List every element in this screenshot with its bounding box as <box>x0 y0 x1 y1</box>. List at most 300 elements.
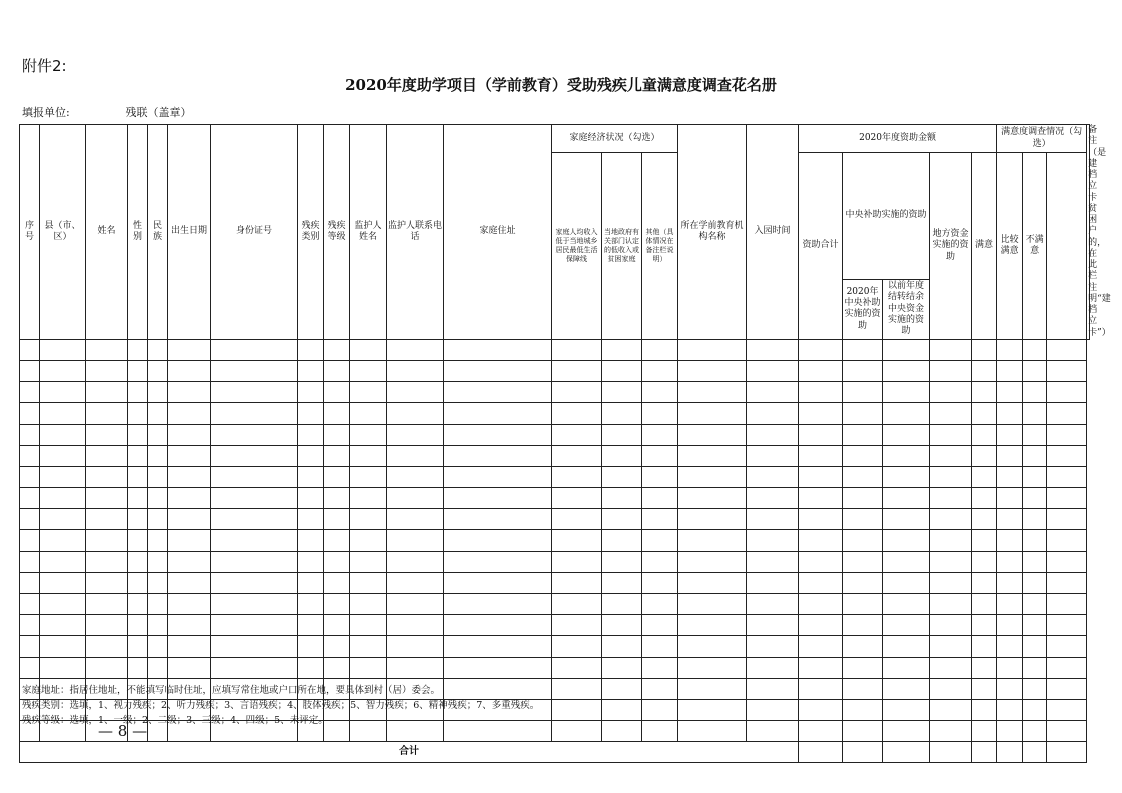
table-cell[interactable] <box>40 424 86 445</box>
table-cell[interactable] <box>642 466 678 487</box>
table-cell[interactable] <box>883 551 930 572</box>
total-cell[interactable] <box>799 742 843 763</box>
table-cell[interactable] <box>298 509 324 530</box>
table-cell[interactable] <box>168 594 211 615</box>
table-cell[interactable] <box>747 488 799 509</box>
table-cell[interactable] <box>20 424 40 445</box>
table-cell[interactable] <box>997 382 1023 403</box>
table-cell[interactable] <box>211 339 298 360</box>
table-cell[interactable] <box>298 445 324 466</box>
table-cell[interactable] <box>128 382 148 403</box>
table-cell[interactable] <box>883 509 930 530</box>
table-cell[interactable] <box>972 572 997 593</box>
table-cell[interactable] <box>843 382 883 403</box>
table-cell[interactable] <box>642 678 678 699</box>
table-cell[interactable] <box>211 445 298 466</box>
table-cell[interactable] <box>747 636 799 657</box>
table-cell[interactable] <box>387 445 444 466</box>
table-cell[interactable] <box>602 615 642 636</box>
table-cell[interactable] <box>747 699 799 720</box>
table-cell[interactable] <box>148 488 168 509</box>
table-cell[interactable] <box>552 466 602 487</box>
table-cell[interactable] <box>148 594 168 615</box>
table-cell[interactable] <box>298 424 324 445</box>
table-cell[interactable] <box>552 572 602 593</box>
table-cell[interactable] <box>86 509 128 530</box>
table-cell[interactable] <box>930 699 972 720</box>
table-cell[interactable] <box>678 636 747 657</box>
table-cell[interactable] <box>168 360 211 381</box>
table-cell[interactable] <box>128 509 148 530</box>
table-cell[interactable] <box>552 530 602 551</box>
table-cell[interactable] <box>86 551 128 572</box>
table-cell[interactable] <box>324 594 350 615</box>
table-cell[interactable] <box>997 699 1023 720</box>
table-cell[interactable] <box>211 594 298 615</box>
table-cell[interactable] <box>1023 721 1047 742</box>
table-cell[interactable] <box>128 594 148 615</box>
table-cell[interactable] <box>1047 636 1087 657</box>
table-cell[interactable] <box>552 615 602 636</box>
table-cell[interactable] <box>444 572 552 593</box>
table-cell[interactable] <box>843 594 883 615</box>
table-cell[interactable] <box>747 615 799 636</box>
table-cell[interactable] <box>552 424 602 445</box>
table-cell[interactable] <box>642 424 678 445</box>
table-cell[interactable] <box>350 509 387 530</box>
table-cell[interactable] <box>86 615 128 636</box>
table-cell[interactable] <box>883 530 930 551</box>
table-cell[interactable] <box>324 551 350 572</box>
table-cell[interactable] <box>747 424 799 445</box>
table-cell[interactable] <box>148 551 168 572</box>
table-cell[interactable] <box>168 424 211 445</box>
table-cell[interactable] <box>444 403 552 424</box>
table-cell[interactable] <box>678 572 747 593</box>
table-cell[interactable] <box>972 360 997 381</box>
table-cell[interactable] <box>678 551 747 572</box>
table-cell[interactable] <box>930 488 972 509</box>
table-cell[interactable] <box>444 657 552 678</box>
table-cell[interactable] <box>678 657 747 678</box>
table-cell[interactable] <box>298 339 324 360</box>
table-cell[interactable] <box>40 509 86 530</box>
table-cell[interactable] <box>602 721 642 742</box>
table-cell[interactable] <box>997 657 1023 678</box>
table-cell[interactable] <box>972 678 997 699</box>
table-cell[interactable] <box>678 530 747 551</box>
table-cell[interactable] <box>843 488 883 509</box>
table-cell[interactable] <box>128 360 148 381</box>
table-cell[interactable] <box>843 445 883 466</box>
table-cell[interactable] <box>799 721 843 742</box>
table-cell[interactable] <box>642 615 678 636</box>
table-cell[interactable] <box>747 403 799 424</box>
table-cell[interactable] <box>387 488 444 509</box>
table-cell[interactable] <box>883 360 930 381</box>
table-cell[interactable] <box>972 339 997 360</box>
table-cell[interactable] <box>930 594 972 615</box>
table-cell[interactable] <box>843 403 883 424</box>
table-cell[interactable] <box>602 360 642 381</box>
table-cell[interactable] <box>324 424 350 445</box>
table-cell[interactable] <box>799 594 843 615</box>
table-cell[interactable] <box>1047 721 1087 742</box>
table-cell[interactable] <box>930 509 972 530</box>
table-cell[interactable] <box>40 594 86 615</box>
table-cell[interactable] <box>20 636 40 657</box>
table-cell[interactable] <box>324 360 350 381</box>
table-cell[interactable] <box>86 530 128 551</box>
table-cell[interactable] <box>843 721 883 742</box>
table-cell[interactable] <box>350 424 387 445</box>
table-cell[interactable] <box>298 657 324 678</box>
table-cell[interactable] <box>552 509 602 530</box>
table-cell[interactable] <box>642 699 678 720</box>
table-cell[interactable] <box>40 615 86 636</box>
table-cell[interactable] <box>387 466 444 487</box>
table-cell[interactable] <box>843 657 883 678</box>
table-cell[interactable] <box>211 424 298 445</box>
table-cell[interactable] <box>1023 509 1047 530</box>
table-cell[interactable] <box>168 339 211 360</box>
table-cell[interactable] <box>602 509 642 530</box>
table-cell[interactable] <box>148 403 168 424</box>
table-cell[interactable] <box>843 615 883 636</box>
table-cell[interactable] <box>883 615 930 636</box>
table-cell[interactable] <box>972 424 997 445</box>
table-cell[interactable] <box>444 424 552 445</box>
table-cell[interactable] <box>642 530 678 551</box>
table-cell[interactable] <box>128 615 148 636</box>
table-cell[interactable] <box>997 424 1023 445</box>
table-cell[interactable] <box>883 403 930 424</box>
table-cell[interactable] <box>444 382 552 403</box>
table-cell[interactable] <box>350 466 387 487</box>
table-cell[interactable] <box>642 382 678 403</box>
table-cell[interactable] <box>843 509 883 530</box>
total-cell[interactable] <box>972 742 997 763</box>
table-cell[interactable] <box>1047 509 1087 530</box>
table-cell[interactable] <box>642 445 678 466</box>
table-cell[interactable] <box>387 382 444 403</box>
table-cell[interactable] <box>602 339 642 360</box>
table-cell[interactable] <box>930 657 972 678</box>
table-cell[interactable] <box>1047 572 1087 593</box>
table-cell[interactable] <box>387 636 444 657</box>
table-cell[interactable] <box>40 466 86 487</box>
table-cell[interactable] <box>148 382 168 403</box>
table-cell[interactable] <box>40 488 86 509</box>
table-cell[interactable] <box>997 530 1023 551</box>
table-cell[interactable] <box>148 530 168 551</box>
table-cell[interactable] <box>930 403 972 424</box>
table-cell[interactable] <box>972 636 997 657</box>
table-cell[interactable] <box>1023 403 1047 424</box>
table-cell[interactable] <box>972 382 997 403</box>
table-cell[interactable] <box>20 360 40 381</box>
table-cell[interactable] <box>1023 466 1047 487</box>
table-cell[interactable] <box>602 403 642 424</box>
table-cell[interactable] <box>387 360 444 381</box>
table-cell[interactable] <box>128 572 148 593</box>
table-cell[interactable] <box>1047 530 1087 551</box>
table-cell[interactable] <box>444 615 552 636</box>
table-cell[interactable] <box>128 403 148 424</box>
table-cell[interactable] <box>168 466 211 487</box>
table-cell[interactable] <box>678 615 747 636</box>
table-cell[interactable] <box>20 339 40 360</box>
table-cell[interactable] <box>1023 424 1047 445</box>
table-cell[interactable] <box>211 572 298 593</box>
table-cell[interactable] <box>799 488 843 509</box>
total-cell[interactable] <box>997 742 1023 763</box>
table-cell[interactable] <box>799 572 843 593</box>
table-cell[interactable] <box>1023 530 1047 551</box>
table-cell[interactable] <box>40 403 86 424</box>
table-cell[interactable] <box>298 636 324 657</box>
table-cell[interactable] <box>350 403 387 424</box>
table-cell[interactable] <box>602 488 642 509</box>
table-cell[interactable] <box>168 636 211 657</box>
total-cell[interactable] <box>843 742 883 763</box>
table-cell[interactable] <box>444 530 552 551</box>
table-cell[interactable] <box>40 445 86 466</box>
table-cell[interactable] <box>298 615 324 636</box>
table-cell[interactable] <box>350 594 387 615</box>
table-cell[interactable] <box>972 721 997 742</box>
table-cell[interactable] <box>883 445 930 466</box>
table-cell[interactable] <box>86 636 128 657</box>
table-cell[interactable] <box>747 509 799 530</box>
table-cell[interactable] <box>552 488 602 509</box>
table-cell[interactable] <box>747 572 799 593</box>
table-cell[interactable] <box>298 403 324 424</box>
table-cell[interactable] <box>972 594 997 615</box>
table-cell[interactable] <box>642 551 678 572</box>
table-cell[interactable] <box>552 403 602 424</box>
table-cell[interactable] <box>678 445 747 466</box>
table-cell[interactable] <box>552 699 602 720</box>
table-cell[interactable] <box>883 488 930 509</box>
table-cell[interactable] <box>799 615 843 636</box>
table-cell[interactable] <box>678 721 747 742</box>
table-cell[interactable] <box>86 445 128 466</box>
table-cell[interactable] <box>324 657 350 678</box>
table-cell[interactable] <box>324 615 350 636</box>
table-cell[interactable] <box>678 509 747 530</box>
table-cell[interactable] <box>211 636 298 657</box>
table-cell[interactable] <box>1023 636 1047 657</box>
table-cell[interactable] <box>843 530 883 551</box>
table-cell[interactable] <box>602 678 642 699</box>
table-cell[interactable] <box>997 615 1023 636</box>
table-cell[interactable] <box>211 382 298 403</box>
table-cell[interactable] <box>883 339 930 360</box>
table-cell[interactable] <box>997 572 1023 593</box>
table-cell[interactable] <box>1047 488 1087 509</box>
table-cell[interactable] <box>148 636 168 657</box>
table-cell[interactable] <box>40 382 86 403</box>
table-cell[interactable] <box>128 530 148 551</box>
table-cell[interactable] <box>552 382 602 403</box>
table-cell[interactable] <box>799 424 843 445</box>
table-cell[interactable] <box>387 594 444 615</box>
table-cell[interactable] <box>168 615 211 636</box>
table-cell[interactable] <box>997 360 1023 381</box>
table-cell[interactable] <box>211 657 298 678</box>
table-cell[interactable] <box>642 636 678 657</box>
table-cell[interactable] <box>211 488 298 509</box>
table-cell[interactable] <box>1023 382 1047 403</box>
table-cell[interactable] <box>387 657 444 678</box>
table-cell[interactable] <box>1023 678 1047 699</box>
table-cell[interactable] <box>128 488 148 509</box>
table-cell[interactable] <box>602 530 642 551</box>
table-cell[interactable] <box>972 509 997 530</box>
table-cell[interactable] <box>747 530 799 551</box>
table-cell[interactable] <box>20 657 40 678</box>
table-cell[interactable] <box>168 530 211 551</box>
table-cell[interactable] <box>20 445 40 466</box>
table-cell[interactable] <box>298 488 324 509</box>
table-cell[interactable] <box>602 657 642 678</box>
table-cell[interactable] <box>20 488 40 509</box>
total-cell[interactable] <box>883 742 930 763</box>
table-cell[interactable] <box>86 488 128 509</box>
table-cell[interactable] <box>678 488 747 509</box>
table-cell[interactable] <box>930 360 972 381</box>
table-cell[interactable] <box>1047 360 1087 381</box>
table-cell[interactable] <box>883 594 930 615</box>
table-cell[interactable] <box>678 466 747 487</box>
table-cell[interactable] <box>128 657 148 678</box>
table-cell[interactable] <box>168 657 211 678</box>
table-cell[interactable] <box>930 615 972 636</box>
table-cell[interactable] <box>972 488 997 509</box>
table-cell[interactable] <box>86 572 128 593</box>
table-cell[interactable] <box>444 594 552 615</box>
table-cell[interactable] <box>350 488 387 509</box>
table-cell[interactable] <box>602 445 642 466</box>
table-cell[interactable] <box>930 572 972 593</box>
table-cell[interactable] <box>168 382 211 403</box>
table-cell[interactable] <box>972 466 997 487</box>
total-cell[interactable] <box>930 742 972 763</box>
table-cell[interactable] <box>678 424 747 445</box>
table-cell[interactable] <box>799 530 843 551</box>
table-cell[interactable] <box>602 572 642 593</box>
table-cell[interactable] <box>211 509 298 530</box>
table-cell[interactable] <box>1047 424 1087 445</box>
table-cell[interactable] <box>40 572 86 593</box>
table-cell[interactable] <box>997 721 1023 742</box>
table-cell[interactable] <box>211 530 298 551</box>
table-cell[interactable] <box>1047 403 1087 424</box>
table-cell[interactable] <box>40 551 86 572</box>
table-cell[interactable] <box>747 657 799 678</box>
table-cell[interactable] <box>350 636 387 657</box>
table-cell[interactable] <box>444 636 552 657</box>
table-cell[interactable] <box>972 530 997 551</box>
table-cell[interactable] <box>350 445 387 466</box>
table-cell[interactable] <box>128 551 148 572</box>
table-cell[interactable] <box>799 678 843 699</box>
table-cell[interactable] <box>350 615 387 636</box>
table-cell[interactable] <box>298 382 324 403</box>
table-cell[interactable] <box>799 339 843 360</box>
table-cell[interactable] <box>552 678 602 699</box>
table-cell[interactable] <box>128 445 148 466</box>
table-cell[interactable] <box>298 572 324 593</box>
table-cell[interactable] <box>86 466 128 487</box>
table-cell[interactable] <box>350 572 387 593</box>
table-cell[interactable] <box>997 488 1023 509</box>
table-cell[interactable] <box>799 657 843 678</box>
table-cell[interactable] <box>552 339 602 360</box>
table-cell[interactable] <box>1047 657 1087 678</box>
table-cell[interactable] <box>1047 678 1087 699</box>
table-cell[interactable] <box>168 403 211 424</box>
table-cell[interactable] <box>86 360 128 381</box>
table-cell[interactable] <box>148 445 168 466</box>
table-cell[interactable] <box>678 382 747 403</box>
table-cell[interactable] <box>747 594 799 615</box>
table-cell[interactable] <box>642 339 678 360</box>
table-cell[interactable] <box>642 657 678 678</box>
table-cell[interactable] <box>552 636 602 657</box>
table-cell[interactable] <box>799 360 843 381</box>
table-cell[interactable] <box>930 551 972 572</box>
table-cell[interactable] <box>552 360 602 381</box>
table-cell[interactable] <box>930 424 972 445</box>
table-cell[interactable] <box>168 488 211 509</box>
table-cell[interactable] <box>997 466 1023 487</box>
table-cell[interactable] <box>799 403 843 424</box>
table-cell[interactable] <box>843 339 883 360</box>
table-cell[interactable] <box>678 339 747 360</box>
table-cell[interactable] <box>86 424 128 445</box>
table-cell[interactable] <box>298 594 324 615</box>
table-cell[interactable] <box>168 572 211 593</box>
table-cell[interactable] <box>883 699 930 720</box>
table-cell[interactable] <box>843 572 883 593</box>
table-cell[interactable] <box>642 509 678 530</box>
table-cell[interactable] <box>298 466 324 487</box>
table-cell[interactable] <box>930 382 972 403</box>
table-cell[interactable] <box>387 551 444 572</box>
table-cell[interactable] <box>1023 615 1047 636</box>
table-cell[interactable] <box>20 615 40 636</box>
table-cell[interactable] <box>1023 360 1047 381</box>
table-cell[interactable] <box>972 551 997 572</box>
table-cell[interactable] <box>883 466 930 487</box>
table-cell[interactable] <box>20 572 40 593</box>
table-cell[interactable] <box>930 339 972 360</box>
table-cell[interactable] <box>747 678 799 699</box>
table-cell[interactable] <box>997 445 1023 466</box>
table-cell[interactable] <box>930 466 972 487</box>
table-cell[interactable] <box>148 424 168 445</box>
table-cell[interactable] <box>128 466 148 487</box>
table-cell[interactable] <box>602 594 642 615</box>
table-cell[interactable] <box>350 530 387 551</box>
total-cell[interactable] <box>1047 742 1087 763</box>
table-cell[interactable] <box>211 466 298 487</box>
table-cell[interactable] <box>324 530 350 551</box>
table-cell[interactable] <box>1047 551 1087 572</box>
table-cell[interactable] <box>324 382 350 403</box>
